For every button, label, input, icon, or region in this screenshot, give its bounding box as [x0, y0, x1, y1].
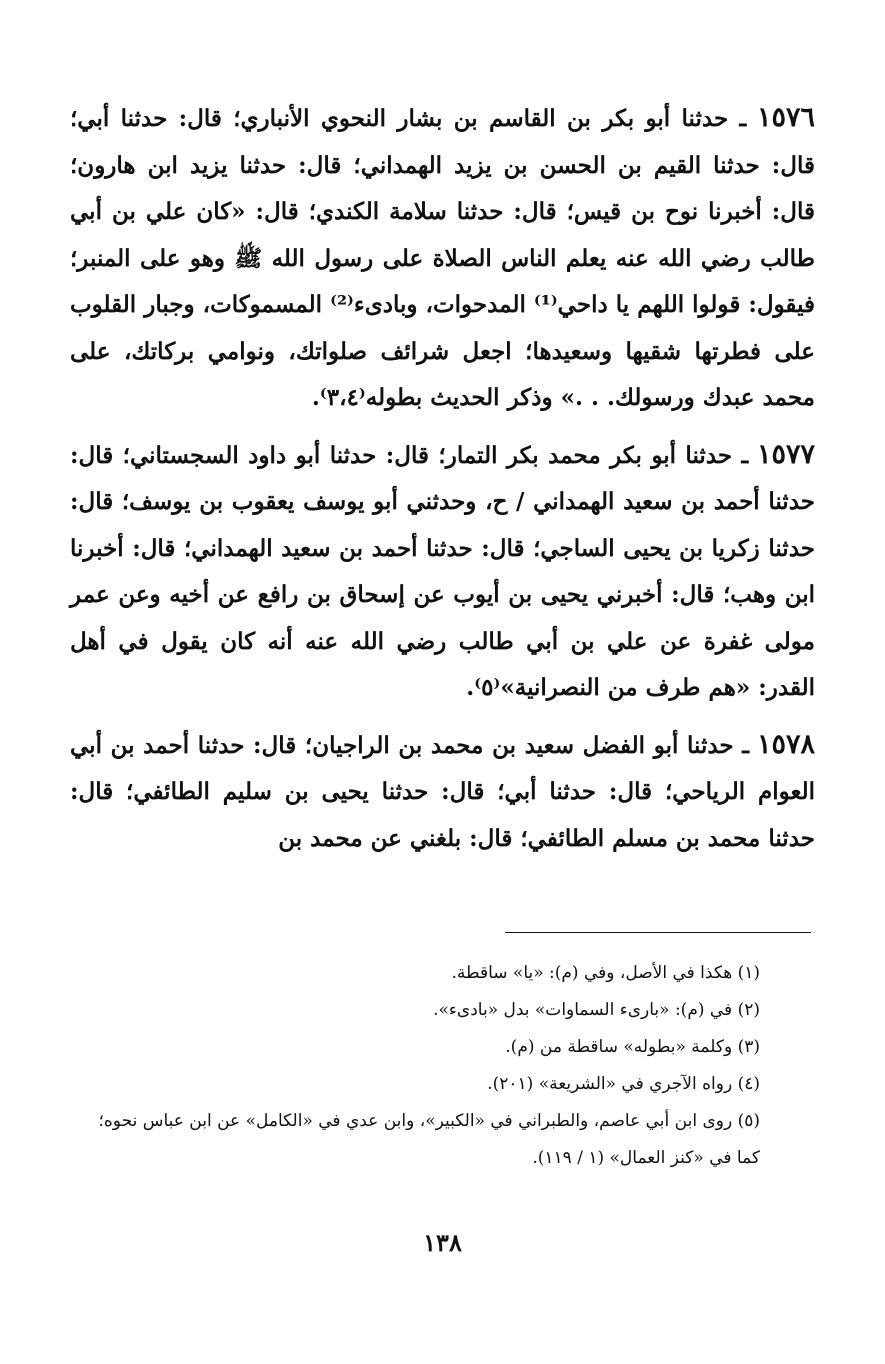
- main-text: [70, 95, 815, 872]
- hadith-1576: [70, 95, 815, 422]
- footnote-3: (٣) وكلمة «بطوله» ساقطة من (م).: [505, 1037, 760, 1057]
- hadith-1578: [70, 722, 815, 863]
- hadith-number: ١٥٧٦: [757, 102, 816, 133]
- footnote-2: (٢) في (م): «بارىء السماوات» بدل «بادىء».: [433, 1000, 760, 1020]
- footnote-1: (١) هكذا في الأصل، وفي (م): «يا» ساقطة.: [451, 963, 760, 983]
- footnote-4: (٤) رواه الآجري في «الشريعة» (٢٠١).: [487, 1074, 760, 1094]
- page-number: ١٣٨: [423, 1228, 462, 1257]
- footnote-divider: [505, 932, 811, 933]
- hadith-number: ١٥٧٨: [756, 728, 815, 760]
- hadith-text: ـ حدثنا أبو بكر بن القاسم بن بشار النحوي الأنباري؛ قال: حدثنا أبي؛ قال: حدثنا القيم بن الحسن بن يزيد الهمداني؛ قال: حدثنا يزيد ابن هارون؛ قال: أخبرنا نوح بن قيس؛ قال: حدثنا سلامة الكندي؛ قال: «كان علي بن أبي طالب رضي الله عنه يعلم الناس الصلاة على رسول الله ﷺ وهو على المنبر؛ فيقول: قولوا اللهم يا داحي⁽¹⁾ المدحوات، وبادىء⁽²⁾ المسموكات، وجبار القلوب على فطرتها شقيها وسعيدها؛ اجعل شرائف صلواتك، ونوامي بركاتك، على محمد عبدك ورسولك. . .» وذكر الحديث بطوله⁽٣،٤⁾.: [70, 105, 816, 411]
- hadith-text: ـ حدثنا أبو الفضل سعيد بن محمد بن الراجيان؛ قال: حدثنا أحمد بن أبي العوام الرياحي؛ قال: حدثنا أبي؛ قال: حدثنا يحيى بن سليم الطائفي؛ قال: حدثنا محمد بن مسلم الطائفي؛ قال: بلغني عن محمد بن: [70, 731, 815, 852]
- footnote-5: (٥) روى ابن أبي عاصم، والطبراني في «الكبير»، وابن عدي في «الكامل» عن ابن عباس نحوه؛ كما في «كنز العمال» (١ / ١١٩).: [98, 1111, 760, 1168]
- hadith-number: ١٥٧٧: [757, 438, 816, 470]
- footnotes: [80, 955, 815, 1177]
- hadith-text: ـ حدثنا أبو بكر محمد بكر التمار؛ قال: حدثنا أبو داود السجستاني؛ قال: حدثنا أحمد بن سعيد الهمداني / ح، وحدثني أبو يوسف يعقوب بن يوسف؛ قال: حدثنا زكريا بن يحيى الساجي؛ قال: حدثنا أحمد بن سعيد الهمداني؛ قال: أخبرنا ابن وهب؛ قال: أخبرني يحيى بن أيوب عن إسحاق بن رافع عن أخيه وعن عمر مولى غفرة عن علي بن أبي طالب رضي الله عنه أنه كان يقول في أهل القدر: «هم طرف من النصرانية»⁽٥⁾.: [70, 441, 815, 701]
- hadith-1577: [70, 432, 815, 712]
